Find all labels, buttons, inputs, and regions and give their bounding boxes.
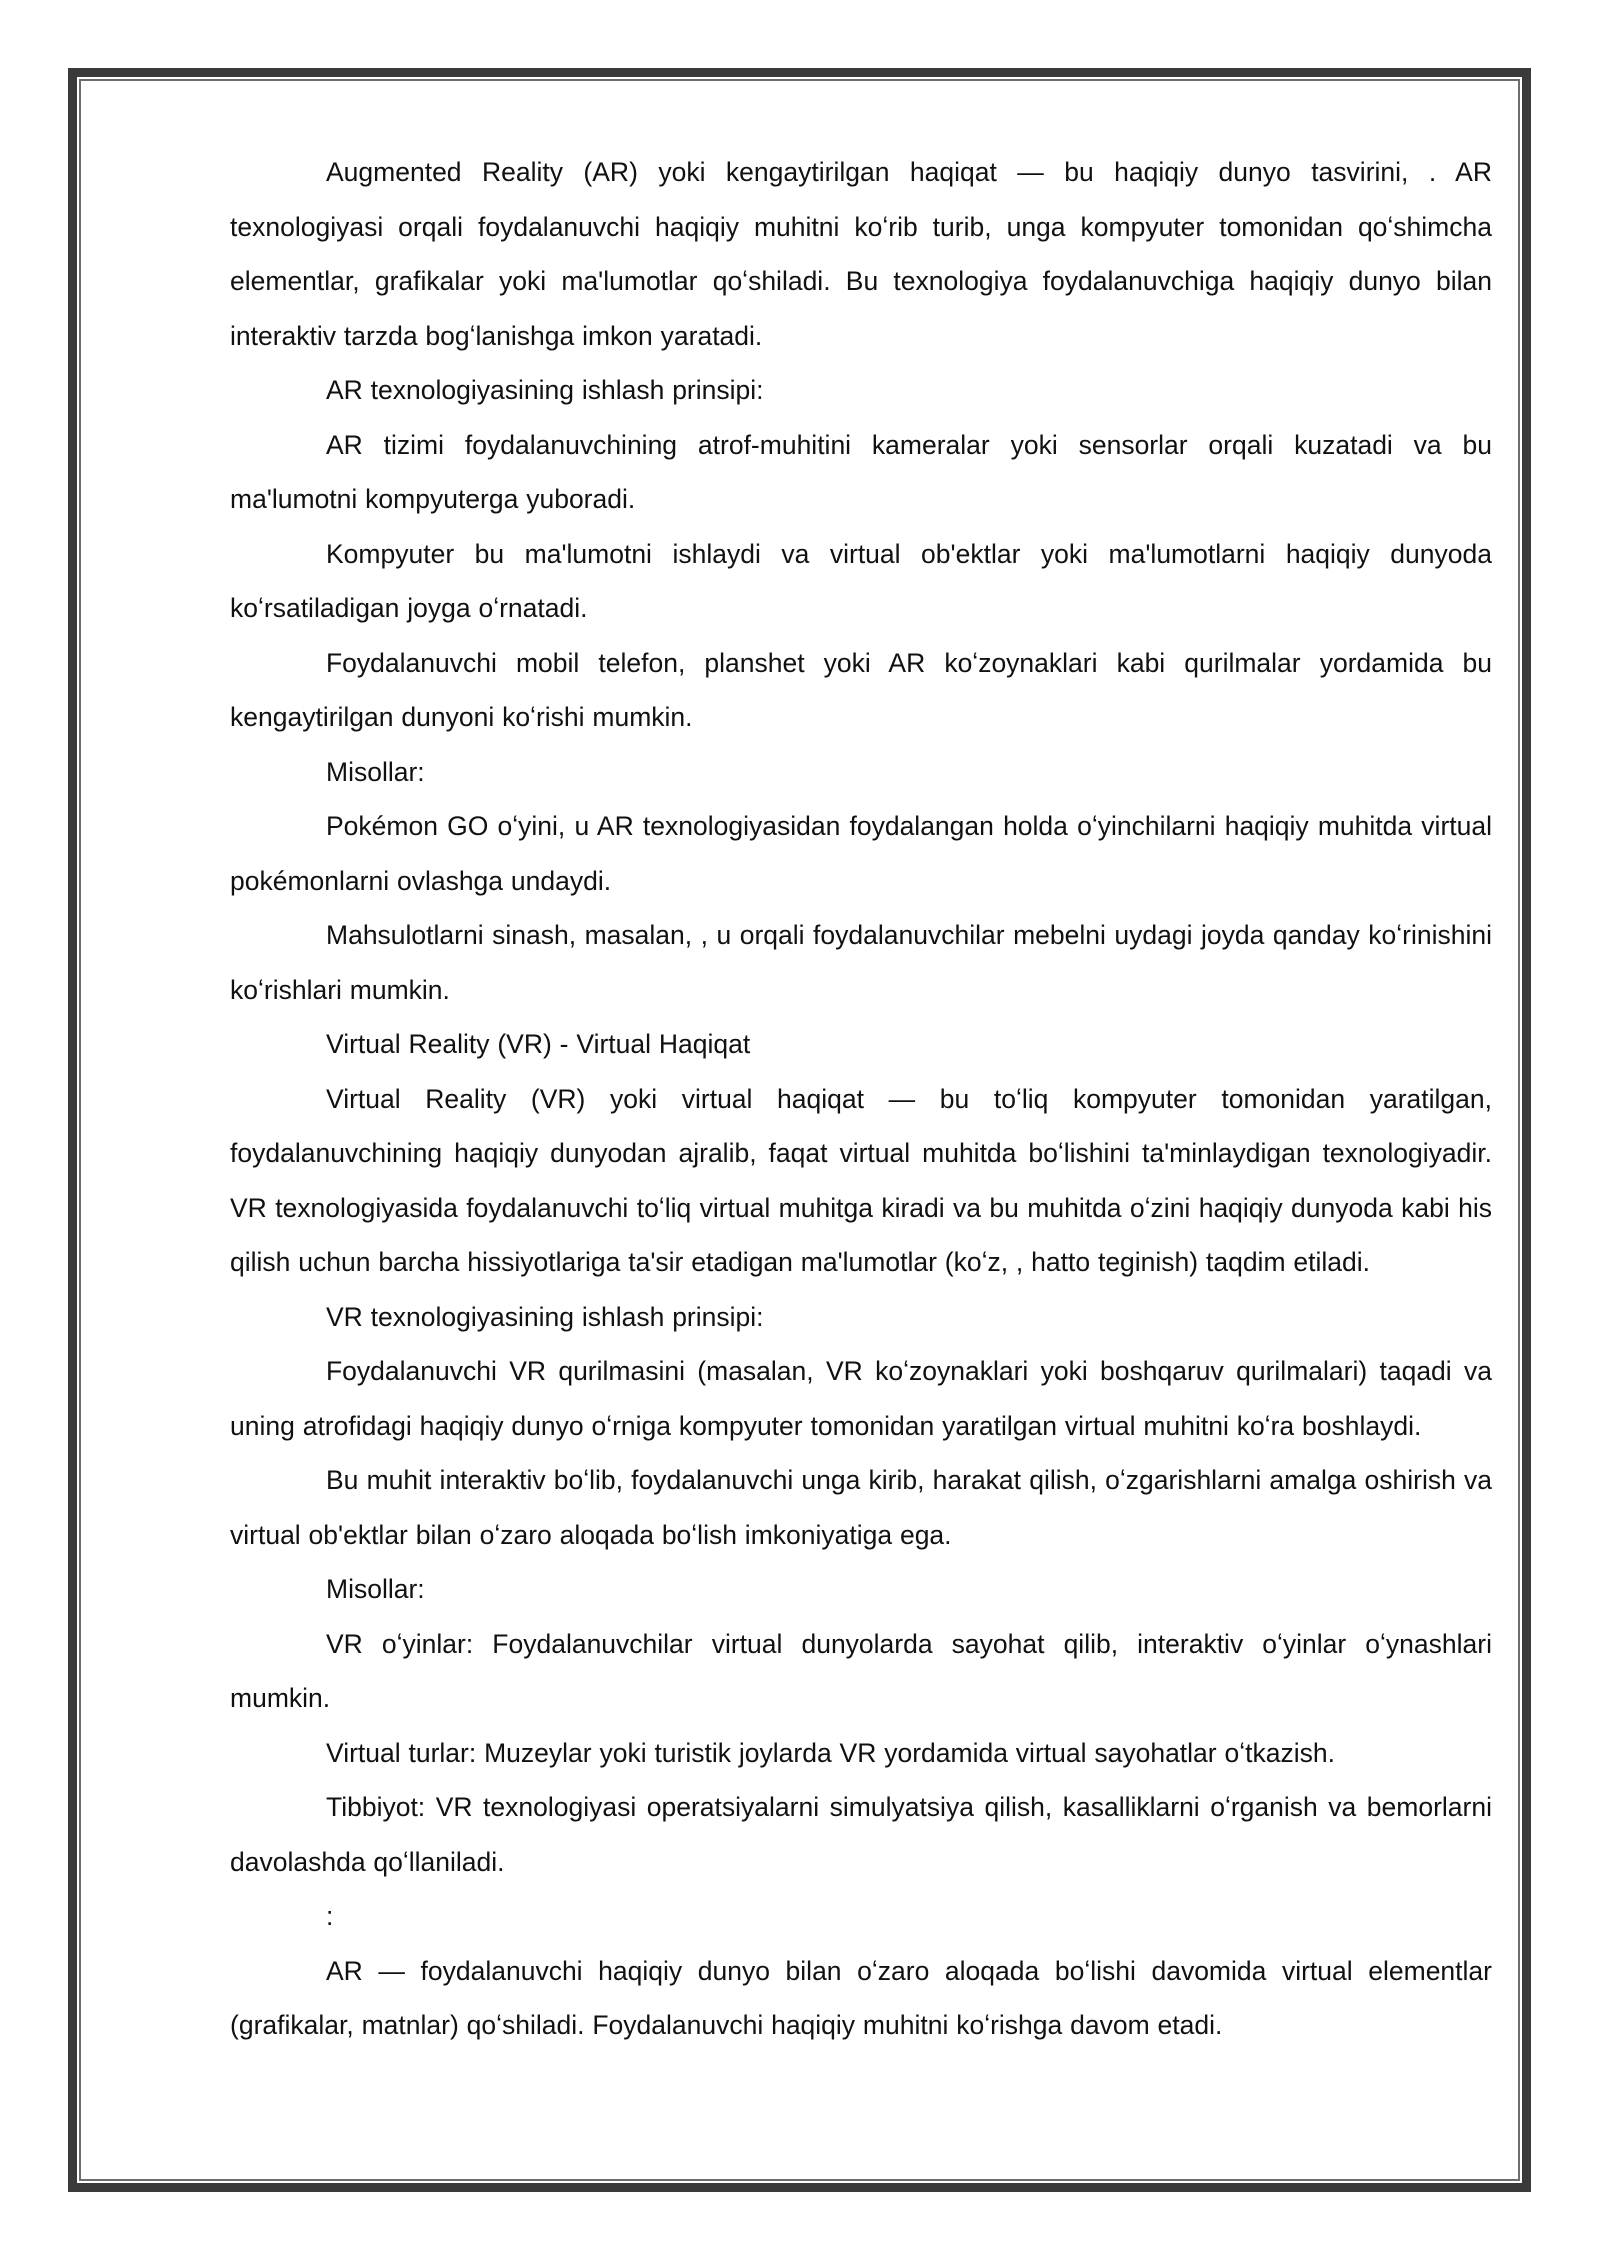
paragraph-vr-heading: Virtual Reality (VR) - Virtual Haqiqat — [326, 1029, 751, 1059]
paragraph-vr-example-1: VR oʻyinlar: Foydalanuvchilar virtual dunyolarda sayohat qilib, interaktiv oʻyinlar oʻynashlari mumkin. — [230, 1628, 1492, 1713]
paragraph-ar-summary: AR — foydalanuvchi haqiqiy dunyo bilan oʻzaro aloqada boʻlishi davomida virtual elementlar (grafikalar, matnlar) qoʻshiladi. Foydalanuvchi haqiqiy muhitni koʻrishga davom etadi. — [230, 1955, 1492, 2040]
document-body — [230, 145, 1492, 2053]
paragraph-vr-example-3: Tibbiyot: VR texnologiyasi operatsiyalarni simulyatsiya qilish, kasalliklarni oʻrganish va bemorlarni davolashda qoʻllaniladi. — [230, 1792, 1492, 1877]
paragraph-vr-principle-heading: VR texnologiyasining ishlash prinsipi: — [326, 1301, 764, 1332]
paragraph-ar-principle-2: Kompyuter bu ma'lumotni ishlaydi va virtual ob'ektlar yoki ma'lumotlarni haqiqiy dunyoda koʻrsatiladigan joyga oʻrnatadi. — [230, 538, 1492, 623]
paragraph-vr-examples-heading: Misollar: — [326, 1574, 425, 1604]
paragraph-vr-example-2: Virtual turlar: Muzeylar yoki turistik joylarda VR yordamida virtual sayohatlar oʻtkazish. — [326, 1737, 1335, 1768]
paragraph-ar-principle-heading: AR texnologiyasining ishlash prinsipi: — [326, 375, 764, 405]
paragraph-ar-example-2: Mahsulotlarni sinash, masalan, , u orqali foydalanuvchilar mebelni uydagi joyda qanday koʻrinishini koʻrishlari mumkin. — [230, 920, 1492, 1005]
paragraph-ar-examples-heading: Misollar: — [326, 756, 425, 787]
paragraph-ar-principle-3: Foydalanuvchi mobil telefon, planshet yoki AR koʻzoynaklari kabi qurilmalar yordamida bu kengaytirilgan dunyoni koʻrishi mumkin. — [230, 647, 1492, 732]
paragraph-vr-principle-2: Bu muhit interaktiv boʻlib, foydalanuvchi unga kirib, harakat qilish, oʻzgarishlarni amalga oshirish va virtual ob'ektlar bilan oʻzaro aloqada boʻlish imkoniyatiga ega. — [230, 1465, 1492, 1550]
paragraph-colon: : — [326, 1901, 334, 1931]
paragraph-ar-example-1: Pokémon GO oʻyini, u AR texnologiyasidan foydalangan holda oʻyinchilarni haqiqiy muhitda virtual pokémonlarni ovlashga undaydi. — [230, 811, 1492, 896]
paragraph-ar-principle-1: AR tizimi foydalanuvchining atrof-muhitini kameralar yoki sensorlar orqali kuzatadi va bu ma'lumotni kompyuterga yuboradi. — [230, 429, 1492, 514]
paragraph-vr-principle-1: Foydalanuvchi VR qurilmasini (masalan, VR koʻzoynaklari yoki boshqaruv qurilmalari) taqadi va uning atrofidagi haqiqiy dunyo oʻrniga kompyuter tomonidan yaratilgan virtual muhitni koʻra boshlaydi. — [230, 1356, 1492, 1441]
paragraph-ar-definition: Augmented Reality (AR) yoki kengaytirilgan haqiqat — bu haqiqiy dunyo tasvirini, . AR texnologiyasi orqali foydalanuvchi haqiqiy muhitni koʻrib turib, unga kompyuter tomonidan qoʻshimcha elementlar, grafikalar yoki ma'lumotlar qoʻshiladi. Bu texnologiya foydalanuvchiga haqiqiy dunyo bilan interaktiv tarzda bogʻlanishga imkon yaratadi. — [230, 157, 1492, 351]
paragraph-vr-definition: Virtual Reality (VR) yoki virtual haqiqat — bu toʻliq kompyuter tomonidan yaratilgan, foydalanuvchining haqiqiy dunyodan ajralib, faqat virtual muhitda boʻlishini ta'minlaydigan texnologiyadir. VR texnologiyasida foydalanuvchi toʻliq virtual muhitga kiradi va bu muhitda oʻzini haqiqiy dunyoda kabi his qilish uchun barcha hissiyotlariga ta'sir etadigan ma'lumotlar (koʻz, , hatto teginish) taqdim etiladi. — [230, 1083, 1492, 1277]
